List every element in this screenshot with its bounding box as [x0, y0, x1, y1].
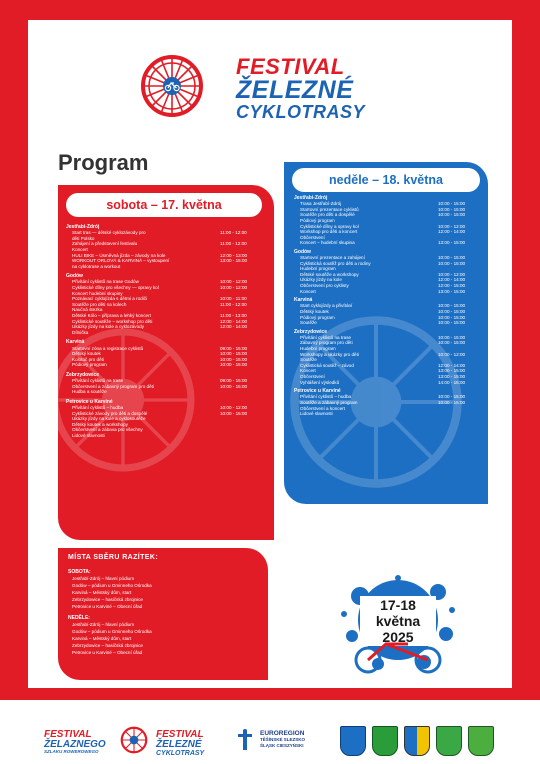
schedule-item: Občerstvení a koncert	[300, 405, 345, 411]
schedule-time: 13:00 - 15:00	[438, 240, 466, 246]
schedule-item: Koncert hudební skupiny	[72, 290, 123, 296]
schedule-time: 11:00 - 12:00	[220, 230, 247, 236]
schedule-time: 09:00 - 15:00	[220, 378, 248, 383]
section-label: Petrovice u Karviné	[66, 398, 113, 405]
program-heading: Program	[58, 150, 149, 175]
badge-date-2: května	[375, 613, 421, 629]
date-badge	[338, 574, 458, 678]
schedule-time: 10:00 - 15:00	[438, 340, 466, 346]
badge-date-1: 17-18	[380, 597, 416, 613]
schedule-time: 09:00 - 15:00	[220, 345, 248, 351]
schedule-item: Ukázky jízdy na kole a cyklozávody	[72, 324, 144, 330]
stamp-collection-card	[58, 548, 268, 680]
footer-logo2-line3: CYKLOTRASY	[156, 750, 205, 757]
schedule-item: Pódiový program	[72, 362, 107, 368]
schedule-time: 10:00 - 15:00	[220, 351, 248, 357]
schedule-time: 10:00 - 15:00	[438, 320, 466, 326]
schedule-time: 10:00 - 15:00	[438, 212, 466, 218]
schedule-time: 12:00 - 15:00	[438, 283, 466, 288]
crest-jastrzebie-icon	[340, 726, 366, 756]
schedule-time: 10:00 - 15:00	[438, 314, 466, 320]
schedule-time: 10:00 - 12:00	[220, 404, 248, 410]
schedule-item: Workshopy a ukázky pro děti	[300, 351, 359, 357]
schedule-item: Přivítání cyklistů – hudba	[300, 394, 352, 400]
schedule-time: 10:00 - 12:00	[438, 351, 466, 357]
sunday-card	[284, 162, 488, 504]
crest-karvina-icon	[404, 726, 430, 756]
stamp-location: Karviná – Městský dům, start	[72, 636, 132, 641]
section-label: Jestřabí-Zdrój	[66, 224, 100, 230]
schedule-item: Pódiový program	[300, 217, 335, 223]
schedule-time: 10:00 - 12:00	[438, 223, 466, 229]
schedule-time: 10:00 - 12:00	[438, 271, 466, 277]
schedule-item: děti Polsko	[72, 235, 95, 241]
stamp-day-label: SOBOTA:	[68, 569, 91, 575]
schedule-item: Hudba a soutěže	[72, 389, 107, 395]
schedule-time: 10:00 - 15:00	[438, 255, 466, 260]
section-label: Karviná	[66, 339, 85, 346]
section-label: Godów	[66, 273, 83, 280]
section-label: Petrovice u Karviné	[294, 388, 341, 395]
euroregion-emblem-icon	[236, 728, 254, 752]
section-label: Zebrzydowice	[66, 371, 100, 378]
sunday-title: neděle – 18. května	[292, 168, 480, 192]
euroregion-line2: TĚŠÍNSKÉ SLEZSKO	[260, 737, 306, 743]
schedule-time: 10:00 - 15:00	[438, 334, 466, 340]
footer-logo2-line1: FESTIVAL	[156, 729, 204, 740]
schedule-item: HULI BIKE – Úsměvná jízda – závody na kole	[72, 252, 166, 258]
crest-zebrzydowice-icon	[436, 726, 462, 756]
schedule-item: Start tras — dětské cyklozávody pro	[72, 230, 146, 236]
footer-logo1-line3: SZLAKU ROWEROWEGO	[44, 749, 99, 754]
section-label: Karviná	[294, 297, 313, 304]
schedule-time: 10:00 - 11:00	[220, 296, 247, 302]
euroregion-line3: ŚLĄSK CIESZYŃSKI	[260, 742, 304, 748]
schedule-item: Koncert	[300, 368, 316, 374]
section-label: Zebrzydowice	[294, 328, 328, 335]
schedule-item: Cyklistické dílny a opravy kol	[300, 223, 359, 229]
stamp-location: Godów – pódium u Gminneho Ośrodka	[72, 629, 152, 634]
footer-logo-czech	[156, 730, 204, 757]
schedule-time: 10:00 - 12:00	[220, 285, 248, 290]
schedule-item: Přivítání cyklistů na trase	[300, 334, 352, 340]
schedule-time: 13:00 - 15:00	[438, 368, 466, 374]
schedule-item: Workshop pro děti a koncert	[300, 229, 358, 235]
schedule-item: Dětský koutek a workshopy	[72, 421, 128, 427]
schedule-time: 10:00 - 15:00	[438, 201, 466, 207]
schedule-item: Lidové slavnosti	[300, 411, 333, 417]
schedule-item: Dětský koutek	[72, 351, 101, 357]
stamp-heading: MÍSTA SBĚRU RAZÍTEK:	[68, 554, 159, 561]
schedule-item: Zábavný program pro děti	[300, 340, 353, 346]
schedule-time: 10:00 - 15:00	[220, 410, 248, 416]
schedule-time: 12:00 - 14:00	[220, 318, 248, 324]
schedule-item: Kolotoč pro děti	[72, 356, 104, 362]
schedule-item: Občerstvení a zábavný program pro děti	[72, 383, 154, 389]
title-line-1: FESTIVAL	[236, 54, 345, 79]
schedule-time: 13:00 - 15:00	[438, 374, 466, 379]
stamp-location: Zebrzydowice – hasičská zbrojnice	[72, 597, 143, 602]
footer-logo1-line1: FESTIVAL	[44, 729, 92, 740]
section-label: Jestřabí-Zdrój	[294, 195, 328, 201]
schedule-item: Soutěže a zábavný program	[300, 399, 358, 405]
schedule-item: Hudební program	[300, 266, 336, 272]
badge-date-3: 2025	[382, 629, 414, 645]
schedule-item: Soutěže	[300, 320, 317, 326]
schedule-item: Koncert	[300, 288, 316, 294]
schedule-item: Ukázky jízdy na kole a cyklosoutěže	[72, 416, 146, 422]
schedule-item: Startovní prezentace a zahájení	[300, 255, 365, 260]
schedule-item: Přivítání cyklistů – hudba	[72, 404, 124, 410]
schedule-item: Start cyklojízdy a přivítání	[300, 303, 353, 309]
stamp-location: Karviná – Městský dům, start	[72, 590, 132, 595]
footer-logo2-line2: ŽELEZNÉ	[156, 739, 202, 750]
section-label: Godów	[294, 248, 311, 255]
schedule-item: Lidové slavnosti	[72, 432, 105, 438]
schedule-time: 12:00 - 14:00	[438, 229, 466, 235]
schedule-time: 11:00 - 12:00	[220, 241, 247, 247]
stamp-location: Godów – pódium u Gminneho Ośrodka	[72, 583, 152, 588]
schedule-item: Koncert	[72, 246, 88, 252]
schedule-item: Startovní prezentace cyklistů	[300, 206, 359, 212]
schedule-time: 10:00 - 12:00	[220, 279, 248, 285]
schedule-item: Hudební program	[300, 346, 336, 351]
schedule-item: Cyklistické soutěže – workshop pro děti	[72, 318, 153, 324]
schedule-time: 10:00 - 15:00	[220, 383, 248, 389]
schedule-item: Trasa Jestřabí-Zdrój	[300, 201, 342, 207]
title-line-3: CYKLOTRASY	[236, 102, 366, 122]
schedule-time: 12:00 - 13:00	[220, 252, 248, 258]
schedule-item: Pódiový program	[300, 314, 335, 320]
footer-logo-polish	[44, 730, 106, 755]
schedule-item: Občerstvení	[300, 374, 325, 379]
schedule-item: Cyklistické závody pro děti a dospělé	[72, 410, 148, 416]
schedule-time: 10:00 - 15:00	[220, 356, 248, 362]
schedule-item: Cyklistická soutěž – závod	[300, 362, 354, 368]
schedule-item: Občerstvení a zábava pro všechny	[72, 427, 143, 433]
schedule-time: 12:00 - 14:00	[438, 362, 466, 368]
euroregion-line1: EUROREGION	[260, 730, 305, 737]
schedule-time: 14:00 - 15:00	[438, 379, 466, 385]
stamp-day-label: NEDĚLE:	[68, 615, 90, 621]
stamp-location: Jestřabí-Zdrój – hlavní pódium	[72, 576, 135, 581]
schedule-time: 12:00 - 14:00	[220, 324, 248, 330]
schedule-time: 10:00 - 15:00	[438, 206, 466, 212]
schedule-item: Dílnička	[72, 329, 89, 335]
schedule-time: 10:00 - 15:00	[438, 399, 466, 405]
schedule-time: 10:00 - 15:00	[438, 308, 466, 314]
schedule-time: 10:00 - 15:00	[220, 362, 248, 368]
schedule-item: Startovní zóna a registrace cyklistů	[72, 345, 144, 351]
schedule-item: Dětský koutek	[300, 308, 329, 314]
crest-petrovice-icon	[468, 726, 494, 756]
schedule-item: Naučná stezka	[72, 307, 103, 313]
schedule-item: Občerstvení	[300, 234, 325, 240]
schedule-item: Přivítání cyklistů na trase	[72, 378, 124, 383]
schedule-item: Dětské soutěže a workshopy	[300, 271, 359, 277]
bicycle-wheel-logo-icon	[140, 54, 204, 118]
schedule-item: Dětské Kólo – příprava a lehký koncert	[72, 313, 151, 318]
schedule-item: Vyhlášení výsledků	[300, 379, 340, 385]
footer-wheel-icon	[120, 726, 148, 754]
saturday-title: sobota – 17. května	[66, 193, 262, 217]
stamp-location: Zebrzydowice – hasičská zbrojnice	[72, 643, 143, 648]
stamp-location: Jestřabí-Zdrój – hlavní pódium	[72, 622, 135, 627]
schedule-item: Soutěže pro děti a dospělé	[300, 212, 355, 218]
schedule-item: Ukázky jízdy na kole	[300, 277, 342, 283]
schedule-time: 11:00 - 13:00	[220, 313, 247, 318]
schedule-time: 11:00 - 12:00	[220, 301, 247, 307]
schedule-item: na cyklotrase a workout	[72, 263, 121, 269]
schedule-item: Soutěže	[300, 357, 317, 363]
euroregion-logo	[260, 730, 305, 748]
schedule-item: Cyklistická soutěž pro děti a rodiny	[300, 260, 371, 266]
festival-title	[236, 56, 416, 121]
schedule-item: Zahájení a představení festivalu	[72, 241, 138, 247]
schedule-item: Občerstvení pro cyklisty	[300, 283, 349, 288]
schedule-item: Cyklistické dílny pro všechny — opravy kol	[72, 285, 159, 290]
schedule-time: 13:00 - 15:00	[438, 288, 466, 294]
stamp-location: Petrovice u Karviné – Obecní úřad	[72, 650, 143, 655]
stamp-location: Petrovice u Karviné – Obecní úřad	[72, 604, 143, 609]
schedule-item: Soutěže pro děti na kolech	[72, 301, 127, 307]
schedule-item: WORKOUT ORLOVÁ & KARVINÁ – vystoupení	[72, 258, 170, 264]
schedule-time: 13:00 - 15:00	[220, 258, 248, 264]
schedule-time: 10:00 - 15:00	[438, 394, 466, 400]
title-line-2: ŽELEZNÉ	[236, 76, 354, 104]
crest-godow-icon	[372, 726, 398, 756]
schedule-time: 10:00 - 15:00	[438, 260, 466, 266]
schedule-item: Koncert – hudební skupina	[300, 240, 355, 246]
schedule-time: 12:00 - 14:00	[438, 277, 466, 283]
schedule-item: Poznávací cyklojízda s dětmi a rodiči	[72, 296, 148, 302]
saturday-card	[58, 185, 274, 540]
footer-logo1-line2: ŽELAZNEGO	[44, 739, 106, 750]
schedule-item: Přivítání cyklistů na trase Godów	[72, 279, 139, 285]
schedule-time: 10:00 - 15:00	[438, 303, 466, 309]
